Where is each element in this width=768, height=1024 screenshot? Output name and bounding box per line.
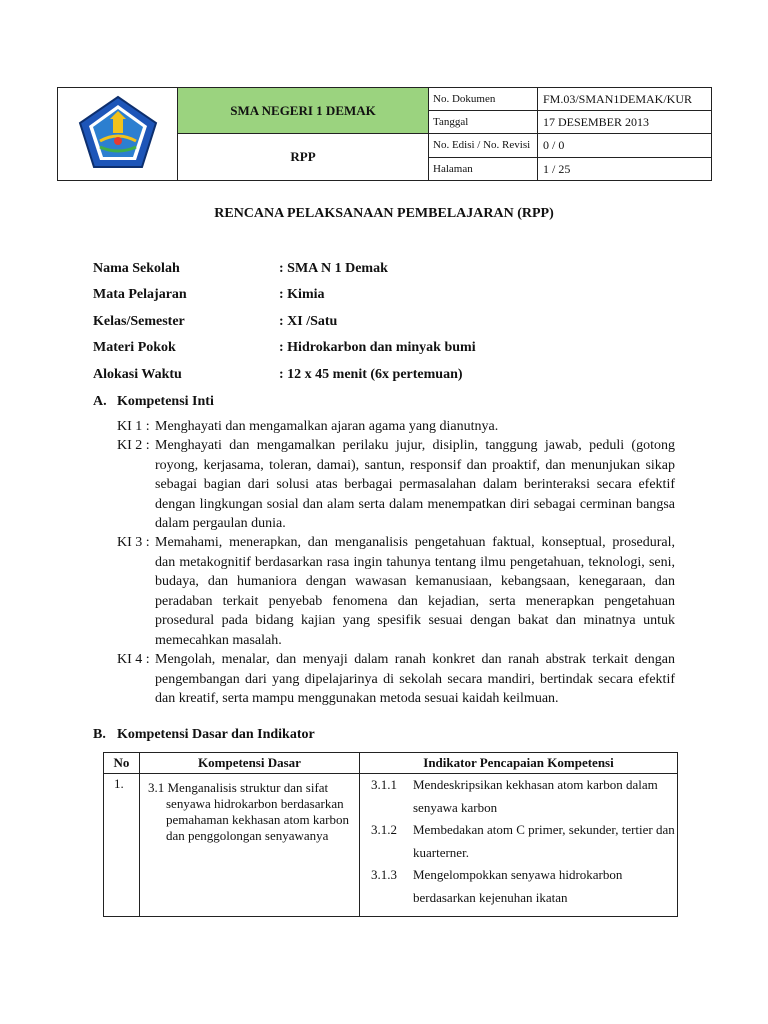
ki-label: KI 2 : xyxy=(117,438,150,453)
identity-value: : 12 x 45 menit (6x pertemuan) xyxy=(279,367,463,382)
column-header-no: No xyxy=(104,753,140,774)
indicator-code: 3.1.1 xyxy=(371,777,397,792)
document-title: RENCANA PELAKSANAAN PEMBELAJARAN (RPP) xyxy=(214,206,554,221)
meta-value: 17 DESEMBER 2013 xyxy=(538,111,712,134)
column-header-indicator: Indikator Pencapaian Kompetensi xyxy=(360,753,678,774)
competency-table xyxy=(103,752,678,917)
indicator-item xyxy=(361,774,676,819)
ki-label: KI 3 : xyxy=(117,535,150,550)
ki-label: KI 4 : xyxy=(117,652,150,667)
meta-value: 0 / 0 xyxy=(538,134,712,158)
doc-type: RPP xyxy=(178,134,429,181)
ki-item xyxy=(117,650,675,709)
meta-label: No. Dokumen xyxy=(429,88,538,111)
identity-label: Nama Sekolah xyxy=(93,261,180,276)
indicator-code: 3.1.2 xyxy=(371,822,397,837)
meta-label: No. Edisi / No. Revisi xyxy=(429,134,538,158)
identity-value: : XI /Satu xyxy=(279,314,338,329)
identity-label: Alokasi Waktu xyxy=(93,367,182,382)
row-number: 1. xyxy=(104,774,140,917)
table-row xyxy=(104,774,678,917)
indicator-text: Mengelompokkan senyawa hidrokarbon berdasarkan kejenuhan ikatan xyxy=(413,867,623,905)
section-a-heading xyxy=(93,394,214,410)
ki-text: Menghayati dan mengamalkan ajaran agama yang dianutnya. xyxy=(155,419,499,434)
logo-cell xyxy=(58,88,178,181)
meta-value: 1 / 25 xyxy=(538,158,712,181)
column-header-kd: Kompetensi Dasar xyxy=(140,753,360,774)
indicator-item xyxy=(361,819,676,864)
ki-item xyxy=(117,417,675,437)
identity-label: Kelas/Semester xyxy=(93,314,185,329)
section-title: Kompetensi Inti xyxy=(117,394,214,409)
identity-value: : Kimia xyxy=(279,287,325,302)
ki-item xyxy=(117,533,675,650)
kd-continuation: senyawa hidrokarbon berdasarkan pemahaman kekhasan atom karbon dan penggolongan senyawanya xyxy=(166,796,350,843)
indicator-text: Membedakan atom C primer, sekunder, tertier dan kuarterner. xyxy=(413,822,675,860)
identity-value: : Hidrokarbon dan minyak bumi xyxy=(279,340,476,355)
kd-cell xyxy=(140,774,360,917)
section-title: Kompetensi Dasar dan Indikator xyxy=(117,727,315,742)
section-letter: A. xyxy=(93,394,107,409)
identity-label: Materi Pokok xyxy=(93,340,176,355)
meta-label: Halaman xyxy=(429,158,538,181)
indicator-item xyxy=(361,864,676,909)
indicator-text: Mendeskripsikan kekhasan atom karbon dalam senyawa karbon xyxy=(413,777,658,815)
meta-label: Tanggal xyxy=(429,111,538,134)
ki-text: Menghayati dan mengamalkan perilaku jujur, disiplin, tanggung jawab, peduli (gotong royong, kerjasama, toleran, damai), santun, responsif dan proaktif, dan menunjukan sikap sebagai bagian dari solusi atas berbagai permasalahan dalam berinteraksi secara efektif dengan lingkungan sosial dan alam serta dalam menempatkan diri sebagai cerminan bangsa dalam pergaulan dunia. xyxy=(155,438,675,531)
ki-label: KI 1 : xyxy=(117,419,150,434)
document-header-table xyxy=(57,87,712,181)
section-letter: B. xyxy=(93,727,106,742)
ki-text: Mengolah, menalar, dan menyaji dalam ranah konkret dan ranah abstrak terkait dengan pengembangan dari yang dipelajarinya di sekolah secara mandiri, bertindak secara efektif dan kreatif, serta mampu menggunakan metoda sesuai kaidah keilmuan. xyxy=(155,652,675,706)
ki-item xyxy=(117,436,675,534)
meta-value: FM.03/SMAN1DEMAK/KUR xyxy=(538,88,712,111)
kd-first-line: 3.1 Menganalisis struktur dan sifat xyxy=(148,780,329,795)
identity-label: Mata Pelajaran xyxy=(93,287,187,302)
ki-text: Memahami, menerapkan, dan menganalisis pengetahuan faktual, konseptual, prosedural, dan metakognitif berdasarkan rasa ingin tahunya tentang ilmu pengetahuan, teknologi, seni, budaya, dan humaniora dengan wawasan kemanusiaan, kebangsaan, kenegaraan, dan peradaban terkait penyebab fenomena dan kejadian, serta menerapkan pengetahuan prosedural pada bidang kajian yang spesifik sesuai dengan bakat dan minatnya untuk memecahkan masalah. xyxy=(155,535,675,648)
indicator-cell xyxy=(360,774,678,917)
section-b-heading xyxy=(93,727,315,743)
school-name: SMA NEGERI 1 DEMAK xyxy=(178,88,429,134)
school-emblem-icon xyxy=(76,95,160,169)
identity-value: : SMA N 1 Demak xyxy=(279,261,388,276)
indicator-code: 3.1.3 xyxy=(371,867,397,882)
